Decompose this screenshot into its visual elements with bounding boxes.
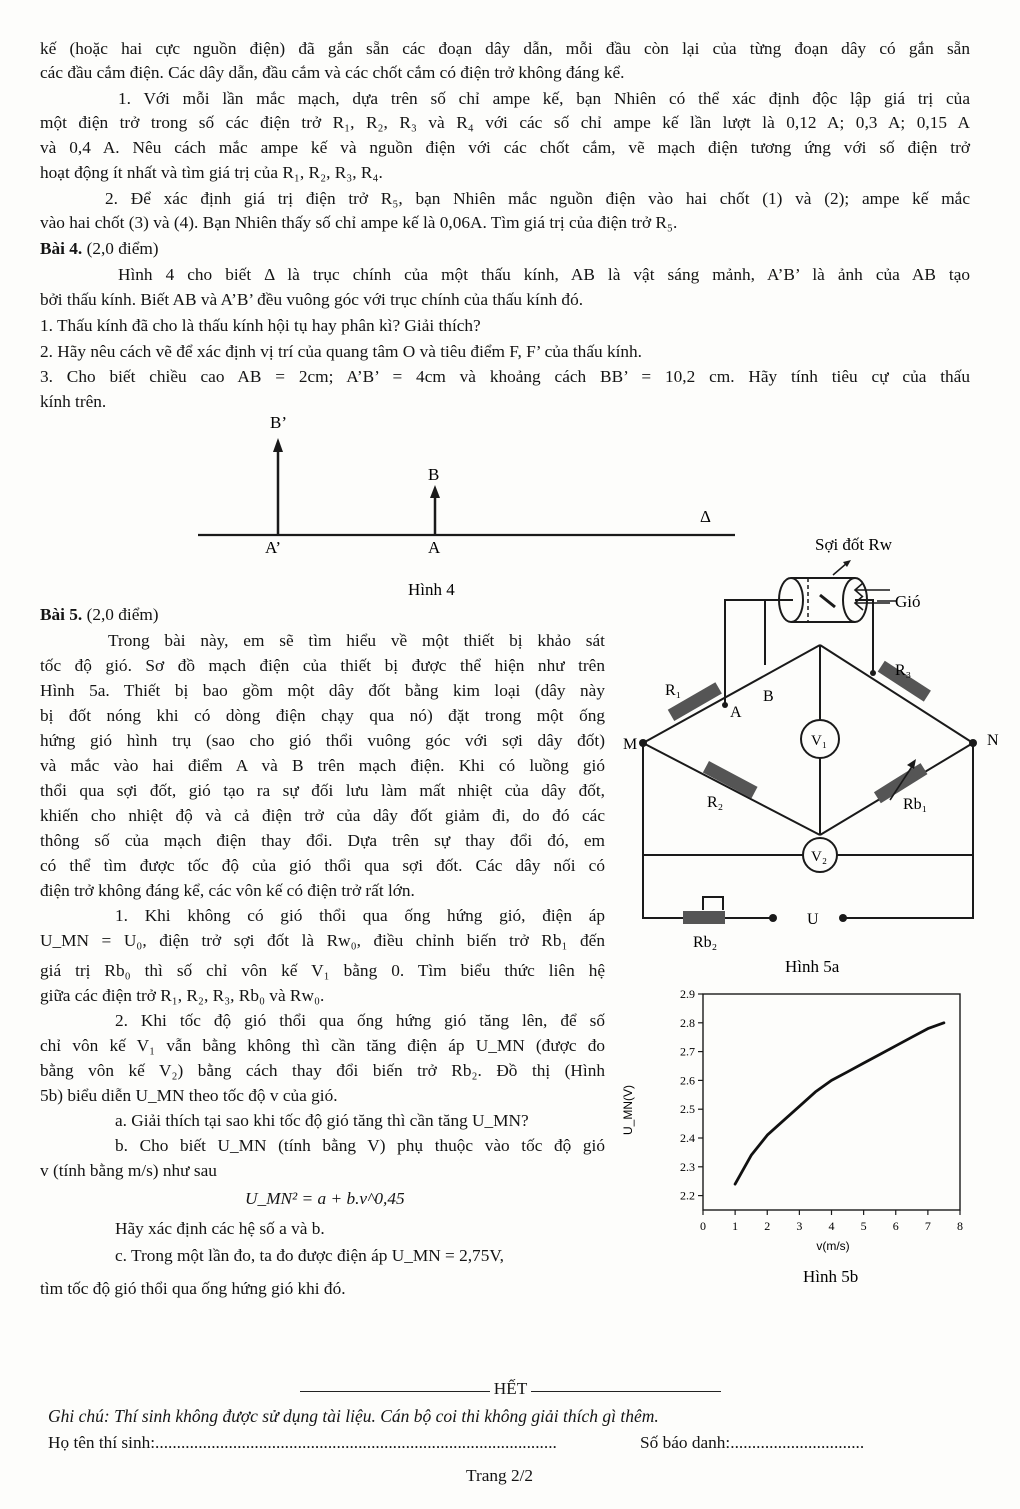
label-m: M: [623, 736, 638, 753]
chart-x-tick-label: 2: [764, 1219, 771, 1233]
chart-x-axis-label: v(m/s): [816, 1239, 850, 1253]
text-line: kính trên.: [40, 392, 107, 411]
chart-y-axis-label: U_MN(V): [621, 1085, 635, 1135]
end-text: HẾT: [493, 1379, 528, 1398]
terminal-u: [769, 914, 777, 922]
text-line: 5b) biểu diễn U_MN theo tốc độ v của gió.: [40, 1086, 338, 1105]
text-line: 2. Hãy nêu cách vẽ để xác định vị trí của quang tâm O và tiêu điểm F, F’ của thấu kính.: [40, 342, 642, 361]
wire: [643, 855, 683, 918]
candidate-name-label: Họ tên thí sinh:: [48, 1433, 156, 1452]
wire: [855, 600, 873, 673]
wire: [765, 600, 790, 665]
bai5-title: Bài 5.: [40, 605, 83, 624]
wire: [703, 897, 723, 910]
label-a-prime: A’: [265, 538, 282, 557]
label-rb2: Rb₂: [693, 934, 718, 951]
chart-y-tick-label: 2.3: [680, 1159, 695, 1174]
chart-frame: [703, 994, 960, 1210]
chart-y-tick-label: 2.6: [680, 1073, 695, 1088]
end-marker: [288, 1378, 733, 1400]
text-line: Hình 4 cho biết Δ là trục chính của một thấu kính, AB là vật sáng mảnh, A’B’ là ảnh của AB tạo: [118, 265, 970, 284]
label-b: B: [428, 465, 440, 484]
chart-x-tick-label: 4: [828, 1219, 835, 1233]
node-a: [722, 702, 728, 708]
label-a: A: [428, 538, 441, 557]
text-line: và 0,4 A. Nêu cách mắc ampe kế và nguồn điện với các chốt cắm, vẽ mạch điện tương ứng với số điện trở: [40, 138, 970, 157]
label-b: B: [763, 688, 774, 705]
text-line: các đầu cắm điện. Các dây dẫn, đầu cắm và các chốt cắm có điện trở không đáng kể.: [40, 63, 625, 82]
chart-series-line: [735, 1023, 944, 1184]
text-line: 1. Thấu kính đã cho là thấu kính hội tụ hay phân kì? Giải thích?: [40, 316, 481, 335]
text-line: Hình 5a. Thiết bị bao gồm một dây đốt bằng kim loại (dây này: [40, 681, 605, 700]
label-wire-rw: Sợi đốt Rw: [815, 535, 893, 554]
label-v2: V₂: [811, 849, 828, 865]
chart-y-tick-label: 2.7: [680, 1044, 695, 1059]
resistor-rb2: [683, 911, 725, 924]
text-line: Trong bài này, em sẽ tìm hiểu về một thiết bị khảo sát: [108, 631, 605, 650]
figure-4-caption: Hình 4: [408, 580, 455, 599]
text-line: khiến cho nhiệt độ và cả điện trở của dây đốt giảm đi, do đó các: [40, 806, 605, 825]
chart-y-tick-label: 2.9: [680, 987, 695, 1001]
text-line: bị đốt nóng khi có dòng điện chạy qua nó) đặt trong một ống: [40, 706, 605, 725]
figure-5b-caption: Hình 5b: [803, 1267, 859, 1286]
text-line: 1. Khi không có gió thổi qua ống hứng gió, điện áp: [115, 906, 605, 925]
wire-sensor-tube: [779, 560, 867, 622]
arrow-head-icon: [273, 438, 283, 452]
candidate-number-label: Số báo danh:: [640, 1433, 731, 1452]
text-line: giữa các điện trở R₁, R₂, R₃, Rb₀ và Rw₀.: [40, 986, 325, 1005]
bai4-title: Bài 4.: [40, 239, 83, 258]
chart-x-tick-label: 1: [732, 1219, 739, 1233]
text-line: kế (hoặc hai cực nguồn điện) đã gắn sẵn các đoạn dây dẫn, mỗi đầu còn lại của từng đoạn dây có gắn sẵn: [40, 39, 970, 58]
text-line: v (tính bằng m/s) như sau: [40, 1161, 217, 1180]
text-line: 2. Để xác định giá trị điện trở R₅, bạn Nhiên mắc nguồn điện vào hai chốt (1) và (2); ampe kế mắc: [105, 189, 970, 208]
text-line: 1. Với mỗi lần mắc mạch, dựa trên số chỉ ampe kế, bạn Nhiên có thể xác định độc lập giá trị của: [118, 89, 970, 108]
wire: [843, 855, 973, 918]
label-r1: R₁: [665, 682, 682, 699]
label-r2: R₂: [707, 794, 724, 811]
section-heading-bai4: [40, 238, 159, 260]
resistor-r2: [703, 761, 758, 798]
text-line: điện trở không đáng kể, các vôn kế có điện trở rất lớn.: [40, 881, 415, 900]
text-line: hoạt động ít nhất và tìm giá trị của R₁, R₂, R₃, R₄.: [40, 163, 383, 182]
text-line: thông số của mạch điện thay đổi. Dựa trên sự thay đổi đó, em: [40, 831, 605, 850]
text-line: tìm tốc độ gió thổi qua ống hứng gió khi đó.: [40, 1279, 346, 1298]
candidate-number-row: [640, 1432, 864, 1454]
section-heading-bai5: [40, 604, 159, 626]
chart-y-tick-label: 2.5: [680, 1102, 695, 1117]
text-line: b. Cho biết U_MN (tính bằng V) phụ thuộc vào tốc độ gió: [115, 1136, 605, 1155]
node-b: [870, 670, 876, 676]
label-wind: Gió: [895, 592, 921, 611]
text-line: giá trị Rb₀ thì số chỉ vôn kế V₁ bằng 0. Tìm biểu thức liên hệ: [40, 961, 605, 980]
wind-arrow-icon: [855, 583, 897, 610]
figure-5b-chart: [615, 980, 995, 1290]
text-line: thổi qua sợi đốt, gió tạo ra sự đối lưu làm mất nhiệt của dây đốt,: [40, 781, 605, 800]
text-line: 2. Khi tốc độ gió thổi qua ống hứng gió tăng lên, để số: [115, 1011, 605, 1030]
text-line: hứng gió hình trụ (sao cho gió thổi vuông góc với sợi dây đốt): [40, 731, 605, 750]
chart-x-tick-label: 0: [700, 1219, 706, 1233]
text-line: c. Trong một lần đo, ta đo được điện áp U_MN = 2,75V,: [115, 1246, 504, 1265]
text-line: chỉ vôn kế V₁ vẫn bằng không thì cần tăng điện áp U_MN (được đo: [40, 1036, 605, 1055]
text-line: vào hai chốt (3) và (4). Bạn Nhiên thấy số chỉ ampe kế là 0,06A. Tìm giá trị của điện trở R₅.: [40, 213, 678, 232]
candidate-name-field: .............................................................................................: [155, 1433, 557, 1452]
chart-y-tick-label: 2.2: [680, 1188, 695, 1203]
text-line: Hãy xác định các hệ số a và b.: [115, 1219, 325, 1238]
footer-note: Ghi chú: Thí sinh không được sử dụng tài liệu. Cán bộ coi thi không giải thích gì thêm.: [48, 1406, 659, 1426]
wire: [643, 743, 820, 835]
page-number: Trang 2/2: [466, 1466, 534, 1485]
figure-5a-circuit: [615, 525, 1020, 980]
label-rb1: Rb₁: [903, 796, 928, 813]
text-line: một điện trở trong số các điện trở R₁, R₂, R₃ và R₄ với các số chỉ ampe kế lần lượt là 0,12 A; 0,3 A; 0,15 A: [40, 113, 970, 132]
text-line: và mắc vào hai điểm A và B trên mạch điện. Khi có luồng gió: [40, 756, 605, 775]
wire: [820, 645, 973, 743]
label-v1: V₁: [811, 733, 828, 749]
label-u: U: [807, 911, 819, 928]
formula: U_MN² = a + b.v^0,45: [245, 1189, 405, 1208]
bai5-score: (2,0 điểm): [82, 605, 159, 624]
text-line: bằng vôn kế V₂) bằng cách thay đổi biến trở Rb₂. Đồ thị (Hình: [40, 1061, 605, 1080]
chart-x-tick-label: 5: [860, 1219, 867, 1233]
chart-y-tick-label: 2.4: [680, 1131, 695, 1145]
label-b-prime: B’: [270, 413, 287, 432]
text-line: 3. Cho biết chiều cao AB = 2cm; A’B’ = 4cm và khoảng cách BB’ = 10,2 cm. Hãy tính tiêu cự của thấu: [40, 367, 970, 386]
bai4-score: (2,0 điểm): [82, 239, 159, 258]
label-n: N: [987, 732, 999, 749]
text-line: có thể tìm được tốc độ của gió thổi qua sợi đốt. Các dây nối có: [40, 856, 605, 875]
chart-x-tick-label: 8: [957, 1219, 963, 1233]
label-a: A: [730, 704, 742, 721]
candidate-name-row: [48, 1432, 557, 1454]
terminal-u: [839, 914, 847, 922]
chart-x-tick-label: 7: [924, 1219, 931, 1233]
figure-5a-caption: Hình 5a: [785, 957, 840, 976]
candidate-number-field: ...............................: [730, 1433, 865, 1452]
text-line: U_MN = U₀, điện trở sợi đốt là Rw₀, điều chỉnh biến trở Rb₁ đến: [40, 931, 605, 950]
label-r3: R₃: [895, 662, 912, 679]
node-n: [969, 739, 977, 747]
text-line: tốc độ gió. Sơ đồ mạch điện của thiết bị được thể hiện như trên: [40, 656, 605, 675]
chart-x-tick-label: 6: [892, 1219, 899, 1233]
label-axis-delta: Δ: [700, 507, 711, 526]
node-m: [639, 739, 647, 747]
text-line: a. Giải thích tại sao khi tốc độ gió tăng thì cần tăng U_MN?: [115, 1111, 529, 1130]
chart-x-tick-label: 3: [796, 1219, 803, 1233]
text-line: bởi thấu kính. Biết AB và A’B’ đều vuông góc với trục chính của thấu kính đó.: [40, 290, 584, 309]
arrow-head-icon: [430, 485, 440, 498]
chart-y-tick-label: 2.8: [680, 1015, 695, 1030]
